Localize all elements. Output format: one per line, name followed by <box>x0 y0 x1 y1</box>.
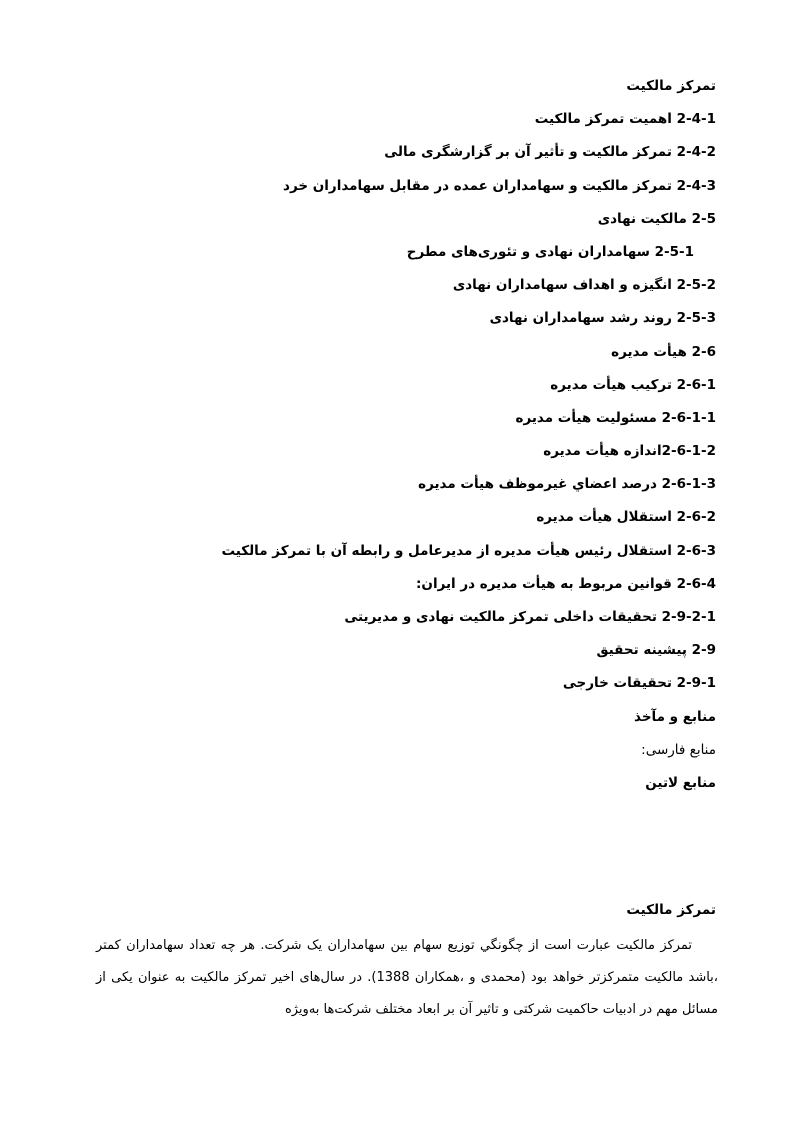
toc-entry: 2-5-3 روند رشد سهامداران نهادی <box>489 310 716 327</box>
toc-entry: 2-6-1-1 مسئولیت هیأت مدیره <box>515 409 716 426</box>
toc-entry: 2-5-1 سهامداران نهادی و تئوری‌های مطرح <box>406 243 694 260</box>
table-of-contents <box>196 70 716 800</box>
toc-entry: 2-5 مالکیت نهادی <box>597 210 716 227</box>
toc-entry-references: منابع و مآخذ <box>634 708 716 725</box>
toc-entry: 2-6-3 استقلال رئیس هیأت مدیره از مدیرعامل و رابطه آن با تمرکز مالکیت <box>221 542 716 559</box>
toc-heading: تمرکز مالکیت <box>626 78 716 94</box>
toc-entry: 2-6 هیأت مدیره <box>611 343 716 360</box>
toc-entry: 2-4-2 تمرکز مالکیت و تأثیر آن بر گزارشگری مالی <box>384 144 716 161</box>
toc-entry: 2-4-1 اهمیت تمرکز مالکیت <box>534 111 716 128</box>
toc-entry: 2-6-4 قوانین مربوط به هیأت مدیره در ایران: <box>416 575 716 592</box>
toc-entry-latin-references: منابع لاتین <box>645 774 716 791</box>
toc-entry: 2-9-2-1 تحقیقات داخلی تمرکز مالکیت نهادی و مدیریتی <box>344 609 716 625</box>
section-title: تمرکز مالکیت <box>626 902 716 918</box>
toc-entry: 2-9-1 تحقیقات خارجی <box>562 675 716 692</box>
toc-entry: 2-6-1-2اندازه هیأت مدیره <box>543 443 716 460</box>
toc-entry: 2-9 پیشینه تحقیق <box>596 642 716 659</box>
toc-entry: 2-6-1-3 درصد اعضاي غیرموظف هیأت مدیره <box>418 476 716 493</box>
toc-entry-persian-references: منابع فارسی: <box>641 741 716 758</box>
toc-entry: 2-5-2 انگیزه و اهداف سهامداران نهادی <box>452 277 716 294</box>
toc-entry: 2-6-2 استقلال هیأت مدیره <box>536 509 716 526</box>
toc-entry: 2-6-1 ترکیب هیأت مدیره <box>550 376 716 393</box>
body-paragraph: تمرکز مالکیت عبارت است از چگونگي توزیع سهام بین سهامداران یک شرکت. هر چه تعداد سهامداران کمتر ،باشد مالکیت متمرکزتر خواهد بود (محمدی و ،همکاران 1388). در سال‌های اخیر تمرکز مالکیت به عنوان یکی از مسائل مهم در ادبیات حاکمیت شرکتی و تاثیر آن بر ابعاد مختلف شرکت‌ها به‌ویژه <box>96 938 718 1017</box>
toc-entry: 2-4-3 تمرکز مالکیت و سهامداران عمده در مقابل سهامداران خرد <box>283 177 716 194</box>
